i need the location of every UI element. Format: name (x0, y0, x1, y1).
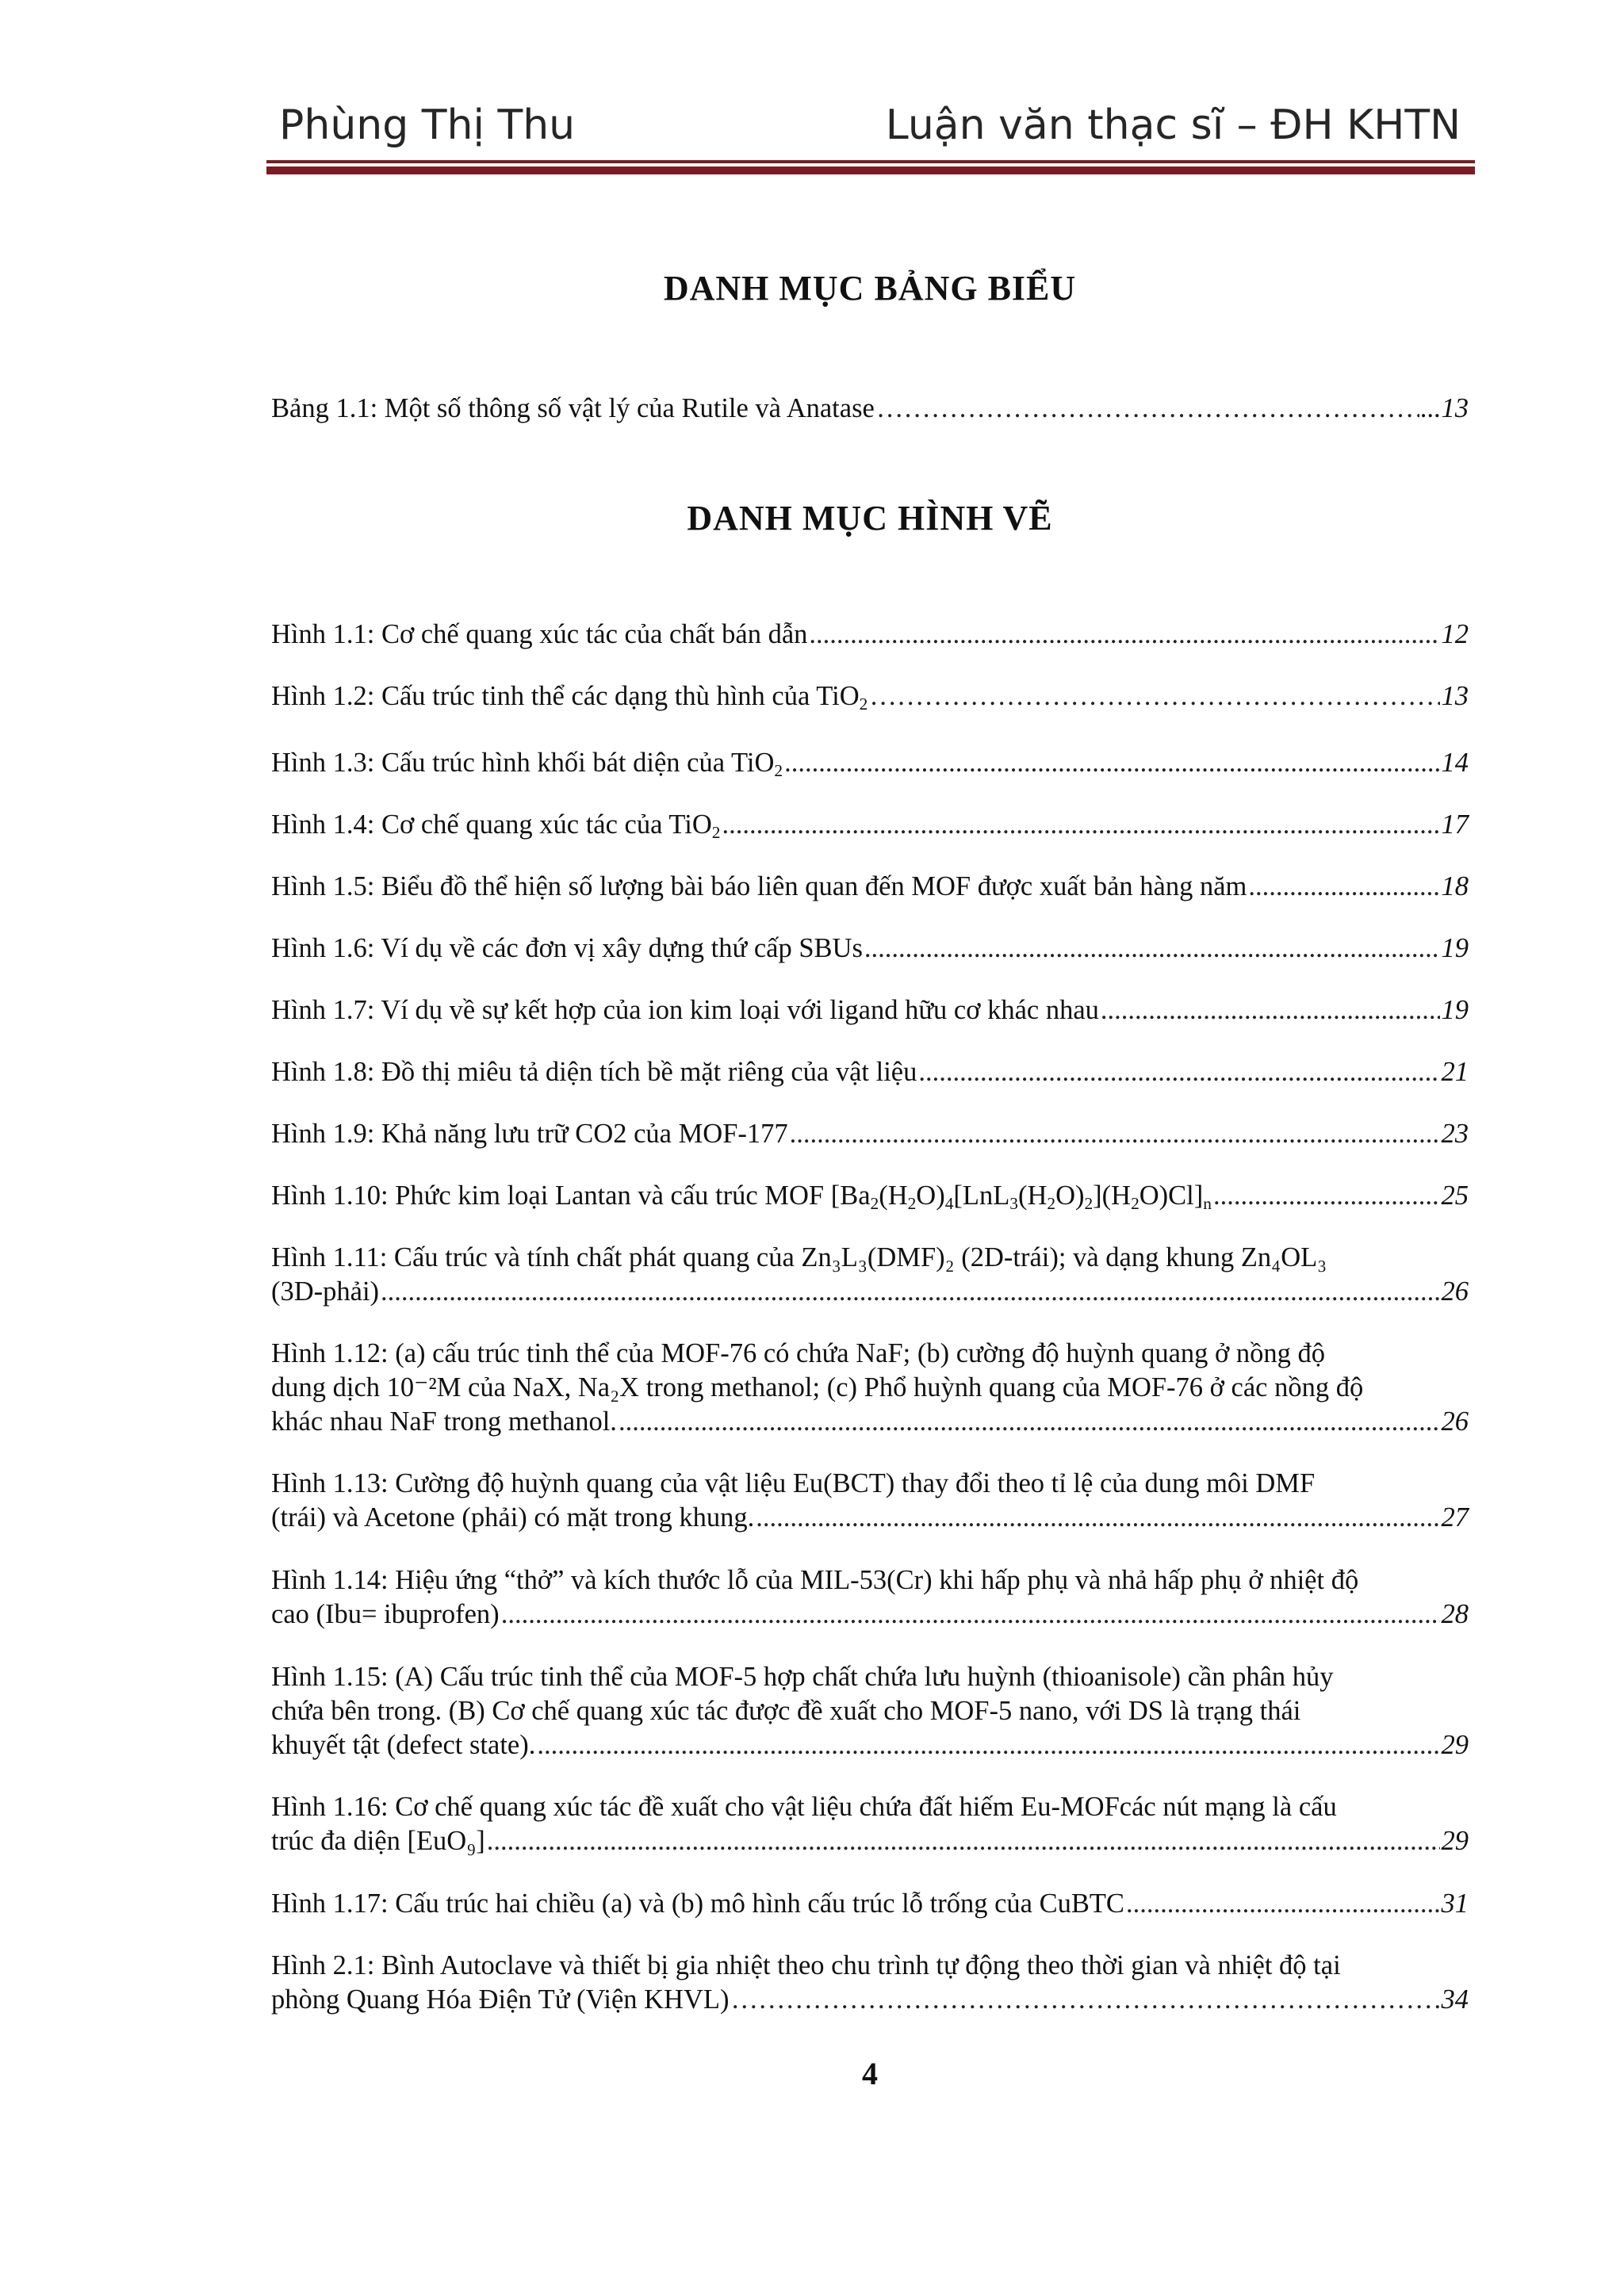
figure-entry-1-14 (271, 1563, 1469, 1632)
entry-text: Bảng 1.1: Một số thông số vật lý của Rutile và Anatase (271, 393, 875, 423)
entry-page: 27 (1441, 1502, 1469, 1533)
dot-leader (756, 1501, 1439, 1535)
entry-text-line-1: Hình 1.12: (a) cấu trúc tinh thể của MOF-76 có chứa NaF; (b) cường độ huỳnh quang ở nồng độ (271, 1338, 1326, 1368)
figure-entry-1-1 (271, 618, 1469, 652)
dot-leader (501, 1598, 1440, 1632)
figure-entry-1-15 (271, 1660, 1469, 1762)
dot-leader (864, 932, 1440, 966)
dot-leader (1248, 870, 1439, 904)
figure-entry-1-17 (271, 1887, 1469, 1921)
figures-section-title: DANH MỤC HÌNH VẼ (687, 499, 1053, 538)
page-number: 4 (862, 2056, 878, 2091)
header-rule-thick (266, 166, 1475, 174)
figure-entry-1-12 (271, 1337, 1469, 1439)
entry-text: Hình 1.17: Cấu trúc hai chiều (a) và (b) mô hình cấu trúc lỗ trống của CuBTC (271, 1888, 1124, 1919)
entry-page: 21 (1441, 1057, 1469, 1087)
entry-page: 12 (1441, 619, 1469, 649)
figure-entry-1-13 (271, 1467, 1469, 1535)
table-entry-1-1 (271, 392, 1469, 426)
figure-entry-1-9 (271, 1117, 1469, 1151)
entry-page: 17 (1441, 809, 1469, 840)
entry-page: 31 (1441, 1888, 1469, 1919)
page-header (279, 94, 1461, 165)
dot-leader (790, 1117, 1440, 1151)
entry-text: Hình 1.7: Ví dụ về sự kết hợp của ion kim loại với ligand hữu cơ khác nhau (271, 995, 1099, 1025)
dot-leader (1126, 1887, 1440, 1921)
entry-text-line-2: trúc đa diện [EuO₉] (271, 1826, 485, 1856)
entry-text: Hình 1.3: Cấu trúc hình khối bát diện của TiO$_2$ (271, 748, 783, 780)
dot-leader (730, 1983, 1439, 2017)
entry-page: 25 (1441, 1181, 1469, 1211)
figure-entry-1-11 (271, 1241, 1469, 1309)
entry-text: Hình 1.10: Phức kim loại Lantan và cấu trúc MOF $[Ba_2(H_2O)_4[LnL_3(H_2O)_2](H_2O)Cl]_n$ (271, 1181, 1212, 1213)
entry-page: 29 (1441, 1730, 1469, 1760)
dot-leader (876, 392, 1419, 426)
dot-leader (487, 1824, 1440, 1858)
dot-leader (381, 1275, 1439, 1309)
entry-text-line-1: Hình 1.16: Cơ chế quang xúc tác đề xuất cho vật liệu chứa đất hiếm Eu-MOFcác nút mạng là cấu (271, 1792, 1337, 1822)
entry-text-line-1: Hình 1.14: Hiệu ứng “thở” và kích thước lỗ của MIL-53(Cr) khi hấp phụ và nhả hấp phụ ở nhiệt độ (271, 1565, 1359, 1595)
figure-entry-1-10 (271, 1179, 1469, 1213)
entry-page: 28 (1441, 1599, 1469, 1629)
header-thesis-title: Luận văn thạc sĩ – ĐH KHTN (885, 101, 1461, 149)
entry-text-line-2: phòng Quang Hóa Điện Tử (Viện KHVL) (271, 1984, 730, 2015)
figure-entry-1-3 (271, 746, 1469, 780)
entry-page: 29 (1441, 1826, 1469, 1856)
dot-leader (784, 746, 1439, 780)
dot-leader (918, 1055, 1439, 1089)
entry-page: ...13 (1420, 393, 1469, 423)
figure-entry-1-2 (271, 679, 1469, 714)
entry-text-line-1: Hình 1.13: Cường độ huỳnh quang của vật liệu Eu(BCT) thay đổi theo tỉ lệ của dung môi DMF (271, 1468, 1316, 1498)
entry-text: Hình 1.2: Cấu trúc tinh thể các dạng thù hình của TiO$_2$ (271, 681, 868, 714)
entry-text-line-2: chứa bên trong. (B) Cơ chế quang xúc tác được đề xuất cho MOF-5 nano, với DS là trạng thái (271, 1696, 1301, 1726)
header-rule-thin (266, 160, 1475, 163)
entry-text: Hình 1.8: Đồ thị miêu tả diện tích bề mặt riêng của vật liệu (271, 1057, 917, 1087)
entry-text-line-1: Hình 1.11: Cấu trúc và tính chất phát quang của Zn₃L₃(DMF)₂ (2D-trái); và dạng khung Zn₄OL₃ (271, 1242, 1327, 1272)
header-author: Phùng Thị Thu (279, 101, 576, 149)
figure-entry-1-5 (271, 870, 1469, 904)
entry-text-line-1: Hình 2.1: Bình Autoclave và thiết bị gia nhiệt theo chu trình tự động theo thời gian và nhiệt độ tại (271, 1950, 1341, 1980)
figure-entry-1-7 (271, 993, 1469, 1027)
dot-leader (1101, 993, 1440, 1027)
entry-text-line-3: khuyết tật (defect state). (271, 1730, 536, 1760)
entry-page: 14 (1441, 748, 1469, 778)
dot-leader (1213, 1179, 1440, 1213)
entry-text-line-2: (3D-phải) (271, 1276, 380, 1307)
entry-page: 34 (1441, 1984, 1469, 2015)
entry-page: 19 (1441, 995, 1469, 1025)
entry-text-line-2: dung dịch 10⁻²M của NaX, Na₂X trong methanol; (c) Phổ huỳnh quang của MOF-76 ở các nồng độ (271, 1372, 1364, 1402)
figure-entry-1-4 (271, 808, 1469, 842)
figure-entry-1-6 (271, 932, 1469, 966)
entry-text-line-1: Hình 1.15: (A) Cấu trúc tinh thể của MOF-5 hợp chất chứa lưu huỳnh (thioanisole) cần phân hủy (271, 1662, 1334, 1692)
entry-text: Hình 1.5: Biểu đồ thể hiện số lượng bài báo liên quan đến MOF được xuất bản hàng năm (271, 871, 1247, 901)
dot-leader (869, 679, 1439, 714)
entry-page: 26 (1441, 1406, 1469, 1437)
figure-entry-1-16 (271, 1790, 1469, 1858)
entry-text: Hình 1.9: Khả năng lưu trữ CO2 của MOF-177 (271, 1119, 788, 1149)
entry-page: 26 (1441, 1276, 1469, 1307)
entry-text-line-2: (trái) và Acetone (phải) có mặt trong khung. (271, 1502, 755, 1533)
entry-text: Hình 1.6: Ví dụ về các đơn vị xây dựng thứ cấp SBUs (271, 933, 863, 963)
dot-leader (722, 808, 1439, 842)
dot-leader (619, 1405, 1440, 1439)
entry-text-line-2: cao (Ibu= ibuprofen) (271, 1599, 500, 1629)
tables-section-title: DANH MỤC BẢNG BIỂU (663, 269, 1077, 308)
entry-text: Hình 1.1: Cơ chế quang xúc tác của chất bán dẫn (271, 619, 808, 649)
entry-page: 13 (1441, 681, 1469, 711)
figure-entry-1-8 (271, 1055, 1469, 1089)
entry-text: Hình 1.4: Cơ chế quang xúc tác của TiO$_2$ (271, 809, 721, 842)
entry-page: 23 (1441, 1119, 1469, 1149)
entry-page: 19 (1441, 933, 1469, 963)
entry-page: 18 (1441, 871, 1469, 901)
dot-leader (809, 618, 1439, 652)
dot-leader (537, 1728, 1439, 1762)
figure-entry-2-1 (271, 1949, 1469, 2017)
entry-text-line-3: khác nhau NaF trong methanol. (271, 1406, 617, 1437)
